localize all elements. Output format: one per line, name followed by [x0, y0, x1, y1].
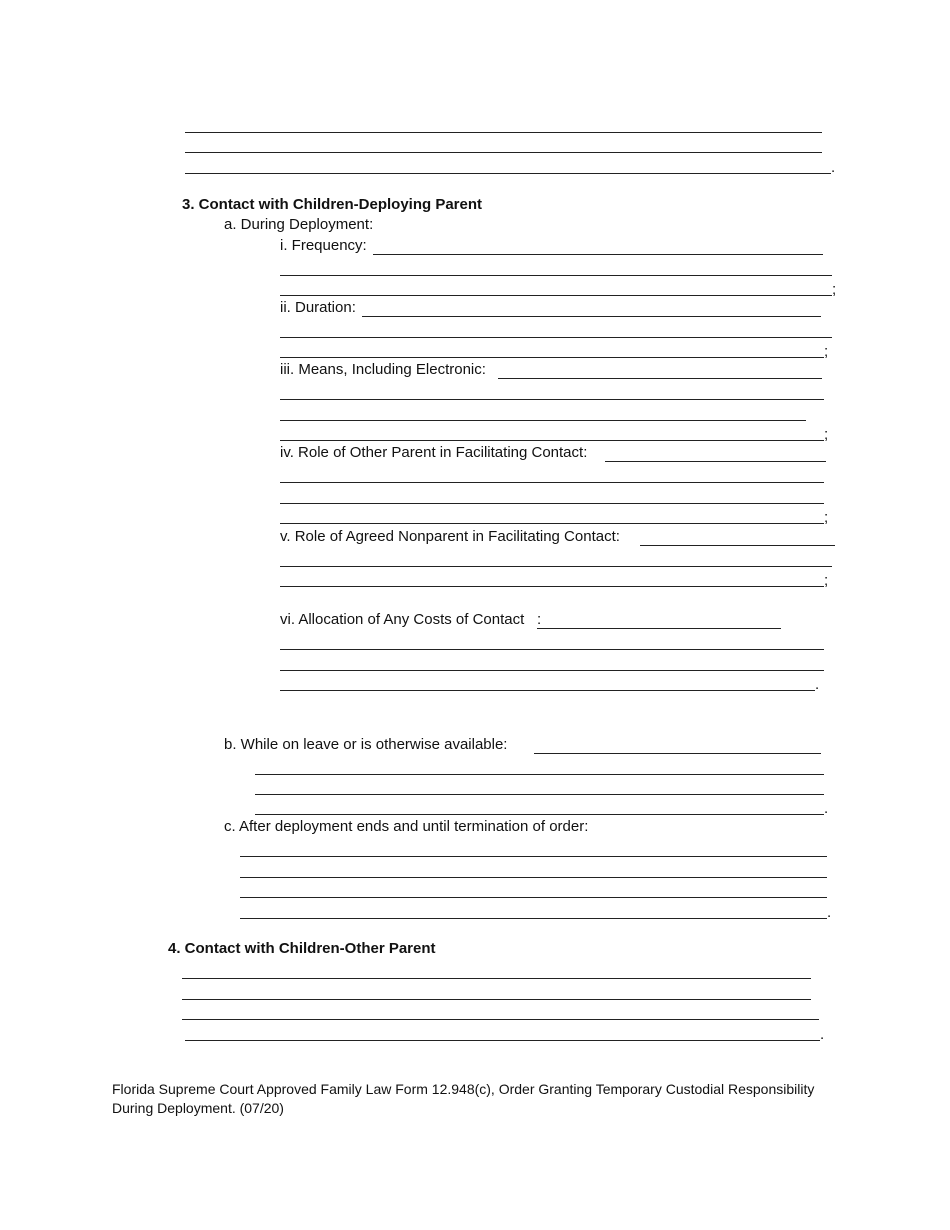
blank-line[interactable] [280, 440, 824, 441]
blank-line[interactable] [182, 1019, 819, 1020]
blank-line[interactable] [240, 877, 827, 878]
answer-line[interactable] [537, 628, 781, 629]
blank-line[interactable] [280, 586, 824, 587]
end-punctuation: ; [824, 426, 829, 443]
item-label: iv. Role of Other Parent in Facilitating Contact: [280, 444, 588, 461]
end-punctuation: . [827, 904, 832, 921]
blank-line[interactable] [185, 173, 831, 174]
blank-line[interactable] [280, 670, 824, 671]
blank-line[interactable] [255, 794, 824, 795]
section-3a-label: a. During Deployment: [224, 216, 374, 233]
item-label: i. Frequency: [280, 237, 367, 254]
item-label: v. Role of Agreed Nonparent in Facilitating Contact: [280, 528, 620, 545]
blank-line[interactable] [182, 999, 811, 1000]
blank-line[interactable] [240, 918, 827, 919]
end-punctuation: . [815, 676, 820, 693]
blank-line[interactable] [240, 856, 827, 857]
end-punctuation: . [824, 800, 829, 817]
blank-line[interactable] [185, 132, 822, 133]
blank-line[interactable] [280, 523, 824, 524]
section-3c-label: c. After deployment ends and until termination of order: [224, 818, 589, 835]
end-punctuation: ; [824, 509, 829, 526]
blank-line[interactable] [185, 1040, 820, 1041]
answer-line[interactable] [373, 254, 823, 255]
blank-line[interactable] [280, 295, 832, 296]
section-3-heading: 3. Contact with Children-Deploying Parent [182, 196, 483, 213]
answer-line[interactable] [362, 316, 821, 317]
form-footer: Florida Supreme Court Approved Family Law Form 12.948(c), Order Granting Temporary Custodial Responsibility During Deployment. (07/20) [112, 1081, 815, 1116]
section-3b-label: b. While on leave or is otherwise available: [224, 736, 508, 753]
blank-line[interactable] [280, 566, 832, 567]
answer-line[interactable] [605, 461, 826, 462]
blank-line[interactable] [240, 897, 827, 898]
blank-line[interactable] [280, 420, 806, 421]
item-colon: : [537, 611, 542, 628]
end-punctuation: ; [824, 572, 829, 589]
answer-line[interactable] [640, 545, 835, 546]
answer-line[interactable] [498, 378, 822, 379]
item-label: ii. Duration: [280, 299, 356, 316]
end-punctuation: ; [832, 281, 837, 298]
blank-line[interactable] [255, 814, 824, 815]
end-punctuation: . [831, 159, 836, 176]
blank-line[interactable] [280, 482, 824, 483]
blank-line[interactable] [280, 399, 824, 400]
blank-line[interactable] [185, 152, 822, 153]
end-punctuation: ; [824, 343, 829, 360]
end-punctuation: . [820, 1026, 825, 1043]
blank-line[interactable] [280, 357, 824, 358]
section-4-heading: 4. Contact with Children-Other Parent [168, 940, 436, 957]
blank-line[interactable] [280, 690, 815, 691]
blank-line[interactable] [255, 774, 824, 775]
blank-line[interactable] [280, 503, 824, 504]
blank-line[interactable] [280, 649, 824, 650]
item-label: iii. Means, Including Electronic: [280, 361, 486, 378]
answer-line[interactable] [534, 753, 821, 754]
blank-line[interactable] [182, 978, 811, 979]
blank-line[interactable] [280, 275, 832, 276]
item-label: vi. Allocation of Any Costs of Contact [280, 611, 525, 628]
blank-line[interactable] [280, 337, 832, 338]
